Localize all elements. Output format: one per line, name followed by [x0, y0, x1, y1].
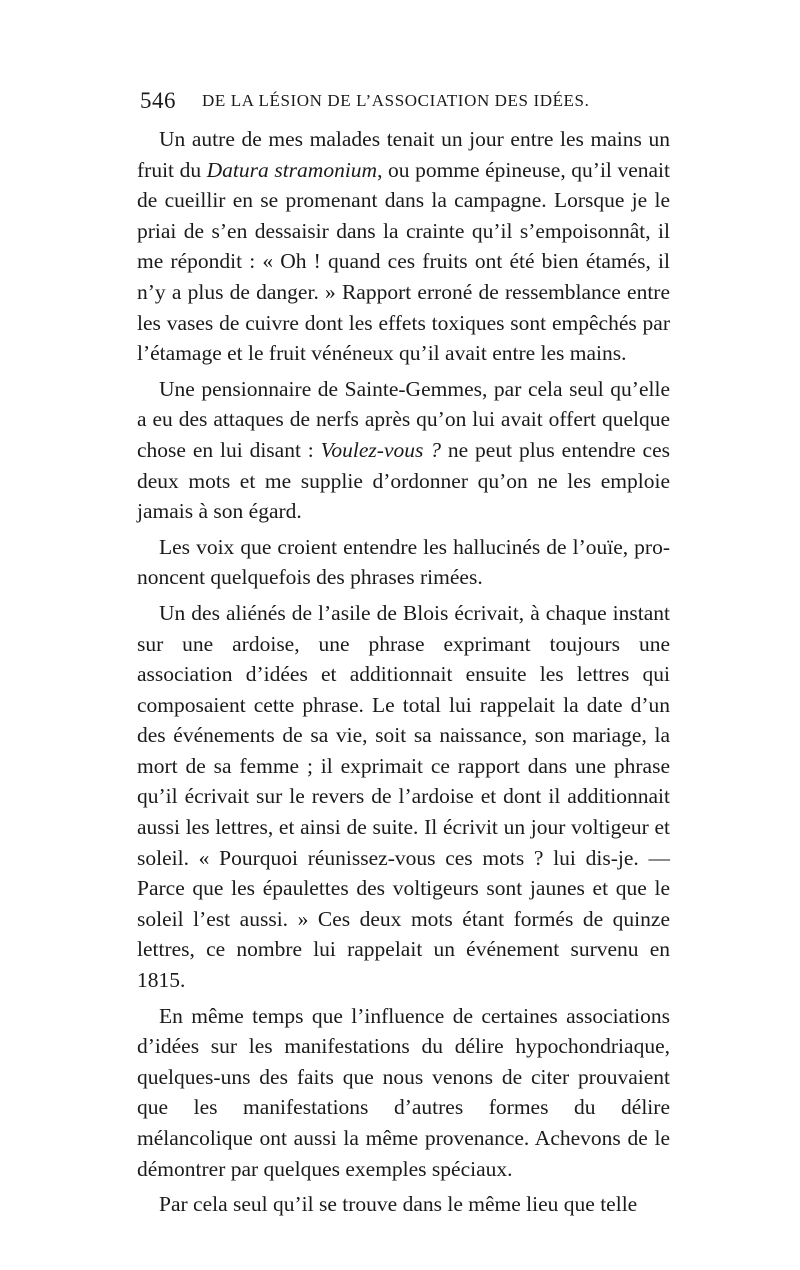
paragraph-text: Un autre de mes malades tenait un jour entre les mains un fruit du: [137, 127, 670, 182]
paragraph: [137, 532, 670, 593]
paragraph: [137, 124, 670, 369]
running-title: DE LA LÉSION DE L’ASSOCIATION DES IDÉES.: [202, 91, 590, 110]
paragraph: [137, 1001, 670, 1185]
paragraph: [137, 374, 670, 527]
running-head: [140, 88, 680, 116]
paragraph-text: En même temps que l’influence de certaines associations d’idées sur les manifestations du délire hypochondriaque, quelques-uns des faits que nous venons de citer prouvaient que les manifestations d’autres formes du délire mélancolique ont aussi la même provenance. Achevons de le démontrer par quelques exemples spéciaux.: [137, 1003, 670, 1181]
paragraph: [137, 598, 670, 996]
paragraph-text: Les voix que croient entendre les hallucinés de l’ouïe, prononcent quelquefois des phrases rimées.: [137, 534, 670, 590]
italic-term: Datura stramonium: [206, 157, 378, 182]
paragraph-text: ne peut plus entendre ces deux mots et me supplie d’ordonner qu’on ne les emploie jamais à son égard.: [137, 437, 670, 524]
italic-term: Voulez-vous ?: [320, 437, 441, 462]
paragraph-text: Une pensionnaire de Sainte-Gemmes, par cela seul qu’elle a eu des attaques de nerfs après qu’on lui avait offert quelque chose en lui disant :: [137, 376, 670, 462]
page-number: 546: [140, 88, 176, 113]
paragraph-text: Un des aliénés de l’asile de Blois écrivait, à chaque instant sur une ardoise, une phrase exprimant toujours une association d’idées et additionnait ensuite les lettres qui composaient cette phrase. Le total lui rappelait la date d’un des événements de sa vie, soit sa naissance, son mariage, la mort de sa femme ; il exprimait ce rapport dans une phrase qu’il écrivait sur le revers de l’ardoise et dont il additionnait aussi les lettres, et ainsi de suite. Il écrivit un jour voltigeur et soleil. « Pourquoi réunissez-vous ces mots ? lui dis-je. — Parce que les épaulettes des voltigeurs sont jaunes et que le soleil l’est aussi. » Ces deux mots étant formés de quinze lettres, ce nombre lui rappelait un événement survenu en 1815.: [137, 600, 670, 993]
paragraph: [137, 1189, 670, 1220]
body-text: [137, 124, 670, 1220]
paragraph-text: , ou pomme épineuse, qu’il venait de cueillir en se promenant dans la campagne. Lorsque je le priai de s’en dessaisir dans la crainte qu’il s’empoisonnât, il me répondit : « Oh ! quand ces fruits ont été bien étamés, il n’y a plus de danger. » Rapport erroné de ressemblance entre les vases de cuivre dont les effets toxiques sont empêchés par l’étamage et le fruit vénéneux qu’il avait entre les mains.: [137, 157, 670, 366]
paragraph-text: Par cela seul qu’il se trouve dans le même lieu que telle: [159, 1192, 638, 1217]
